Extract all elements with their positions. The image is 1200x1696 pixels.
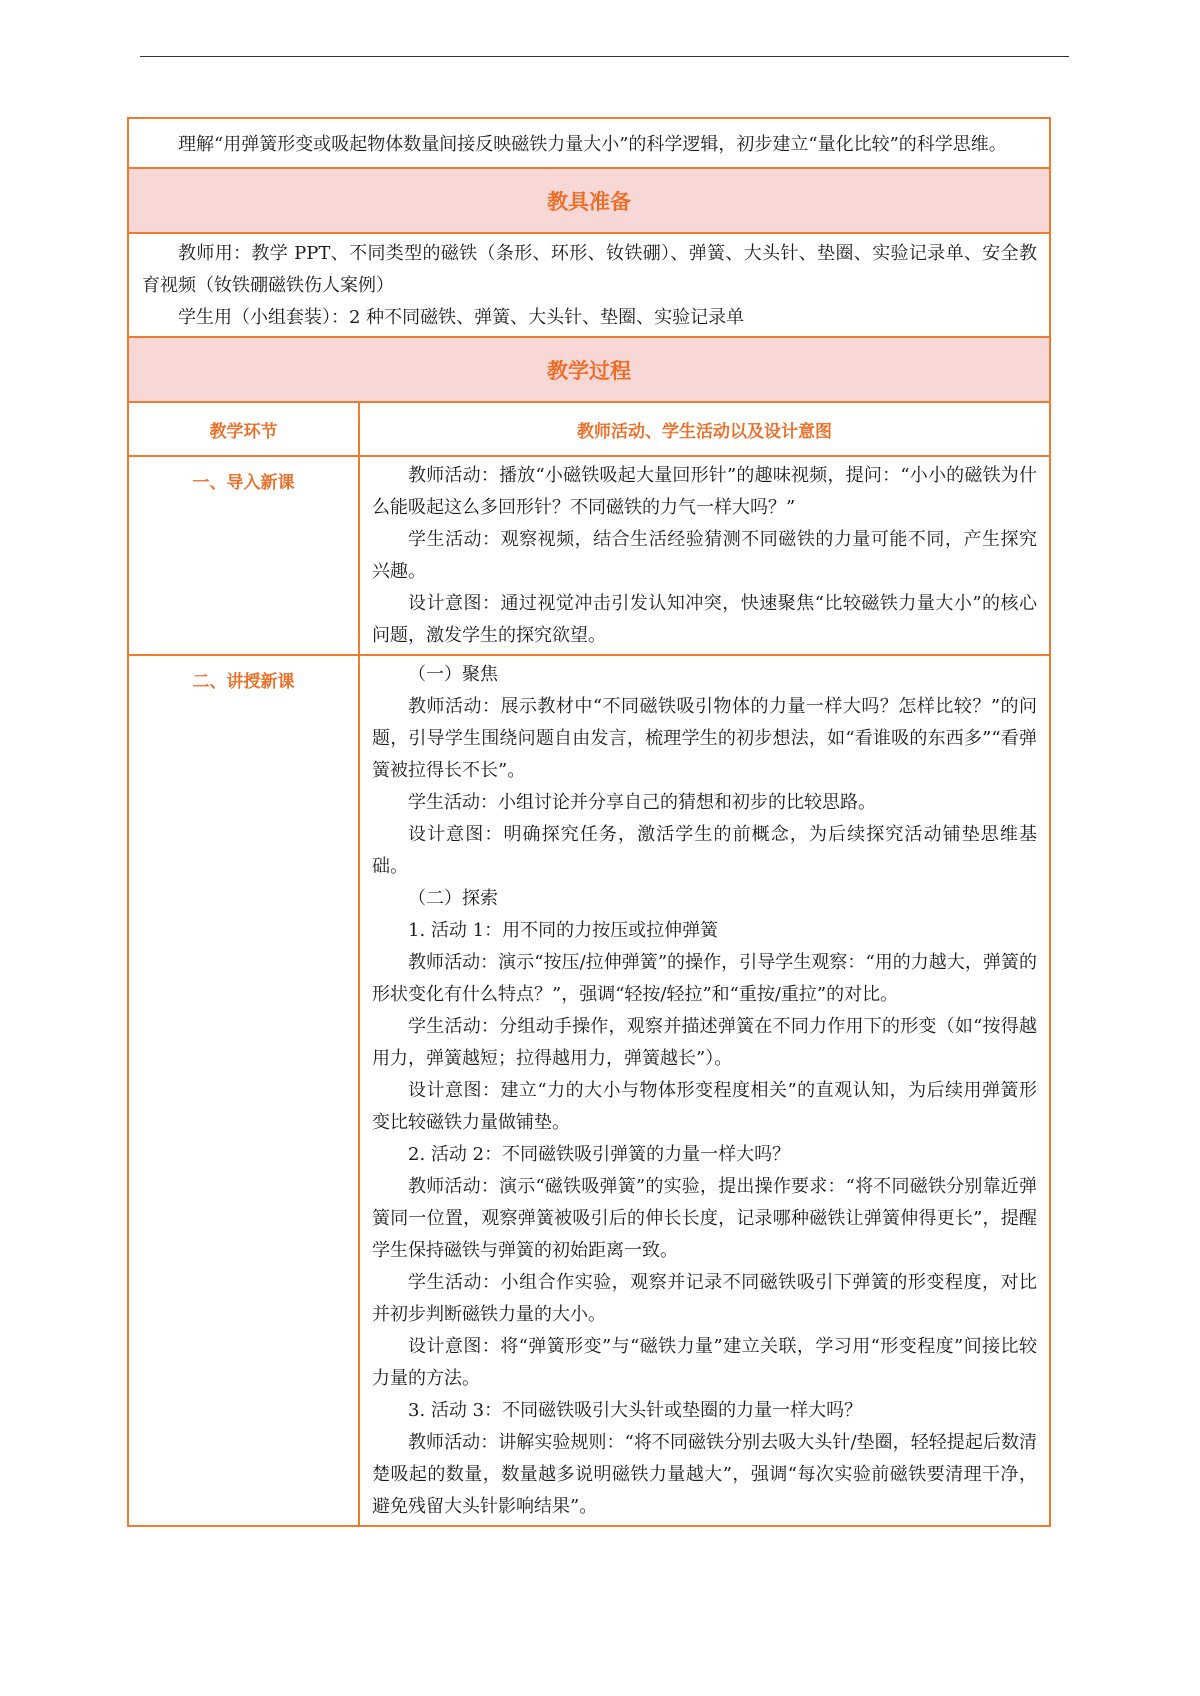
process-heading: 教学过程 — [128, 337, 1050, 402]
materials-teacher: 教师用：教学 PPT、不同类型的磁铁（条形、环形、钕铁硼）、弹簧、大头针、垫圈、实验记录单、安全教育视频（钕铁硼磁铁伤人案例） — [142, 243, 1037, 296]
materials-student: 学生用（小组套装）：2 种不同磁铁、弹簧、大头针、垫圈、实验记录单 — [178, 307, 745, 328]
paragraph: 学生活动：分组动手操作，观察并描述弹簧在不同力作用下的形变（如“按得越用力，弹簧越短；拉得越用力，弹簧越长”）。 — [372, 1016, 1037, 1069]
paragraph: 设计意图：通过视觉冲击引发认知冲突，快速聚焦“比较磁铁力量大小”的核心问题，激发学生的探究欲望。 — [372, 593, 1037, 646]
subheading: （二）探索 — [408, 888, 498, 909]
materials-row — [128, 233, 1050, 337]
activity-title: 1. 活动 1：用不同的力按压或拉伸弹簧 — [408, 920, 719, 941]
activity-title: 2. 活动 2：不同磁铁吸引弹簧的力量一样大吗？ — [408, 1144, 791, 1165]
paragraph: 教师活动：演示“按压/拉伸弹簧”的操作，引导学生观察：“用的力越大，弹簧的形状变化有什么特点？”，强调“轻按/轻拉”和“重按/重拉”的对比。 — [372, 952, 1037, 1005]
subheading: （一）聚焦 — [408, 664, 498, 685]
stage-label: 二、讲授新课 — [128, 655, 359, 1526]
process-heading-row — [128, 337, 1050, 402]
activity-title: 3. 活动 3：不同磁铁吸引大头针或垫圈的力量一样大吗？ — [408, 1400, 863, 1421]
table-row — [128, 456, 1050, 655]
header-rule — [140, 56, 1069, 57]
column-header-row — [128, 402, 1050, 456]
paragraph: 教师活动：讲解实验规则：“将不同磁铁分别去吸大头针/垫圈，轻轻提起后数清楚吸起的数量，数量越多说明磁铁力量越大”，强调“每次实验前磁铁要清理干净，避免残留大头针影响结果”。 — [372, 1432, 1037, 1517]
paragraph: 教师活动：展示教材中“不同磁铁吸引物体的力量一样大吗？怎样比较？”的问题，引导学生围绕问题自由发言，梳理学生的初步想法，如“看谁吸的东西多”“看弹簧被拉得长不长”。 — [372, 696, 1037, 781]
paragraph: 学生活动：观察视频，结合生活经验猜测不同磁铁的力量可能不同，产生探究兴趣。 — [372, 529, 1037, 582]
stage-content — [359, 456, 1050, 655]
paragraph: 设计意图：将“弹簧形变”与“磁铁力量”建立关联，学习用“形变程度”间接比较力量的方法。 — [372, 1336, 1037, 1389]
stage-content — [359, 655, 1050, 1526]
column-header-stage: 教学环节 — [128, 402, 359, 456]
lesson-plan-table — [127, 117, 1051, 1527]
column-header-activity: 教师活动、学生活动以及设计意图 — [359, 402, 1050, 456]
paragraph: 教师活动：演示“磁铁吸弹簧”的实验，提出操作要求：“将不同磁铁分别靠近弹簧同一位置，观察弹簧被吸引后的伸长长度，记录哪种磁铁让弹簧伸得更长”，提醒学生保持磁铁与弹簧的初始距离一致。 — [372, 1176, 1037, 1261]
paragraph: 设计意图：明确探究任务，激活学生的前概念，为后续探究活动铺垫思维基础。 — [372, 824, 1037, 877]
paragraph: 学生活动：小组讨论并分享自己的猜想和初步的比较思路。 — [408, 792, 876, 813]
table-row — [128, 655, 1050, 1526]
objective-text: 理解“用弹簧形变或吸起物体数量间接反映磁铁力量大小”的科学逻辑，初步建立“量化比较”的科学思维。 — [178, 134, 1007, 155]
paragraph: 设计意图：建立“力的大小与物体形变程度相关”的直观认知，为后续用弹簧形变比较磁铁力量做铺垫。 — [372, 1080, 1037, 1133]
materials-cell — [128, 233, 1050, 337]
paragraph: 教师活动：播放“小磁铁吸起大量回形针”的趣味视频，提问：“小小的磁铁为什么能吸起这么多回形针？不同磁铁的力气一样大吗？” — [372, 465, 1037, 518]
paragraph: 学生活动：小组合作实验，观察并记录不同磁铁吸引下弹簧的形变程度，对比并初步判断磁铁力量的大小。 — [372, 1272, 1037, 1325]
materials-heading: 教具准备 — [128, 168, 1050, 233]
stage-label: 一、导入新课 — [128, 456, 359, 655]
materials-heading-row — [128, 168, 1050, 233]
objective-row — [128, 118, 1050, 168]
objective-cell — [128, 118, 1050, 168]
